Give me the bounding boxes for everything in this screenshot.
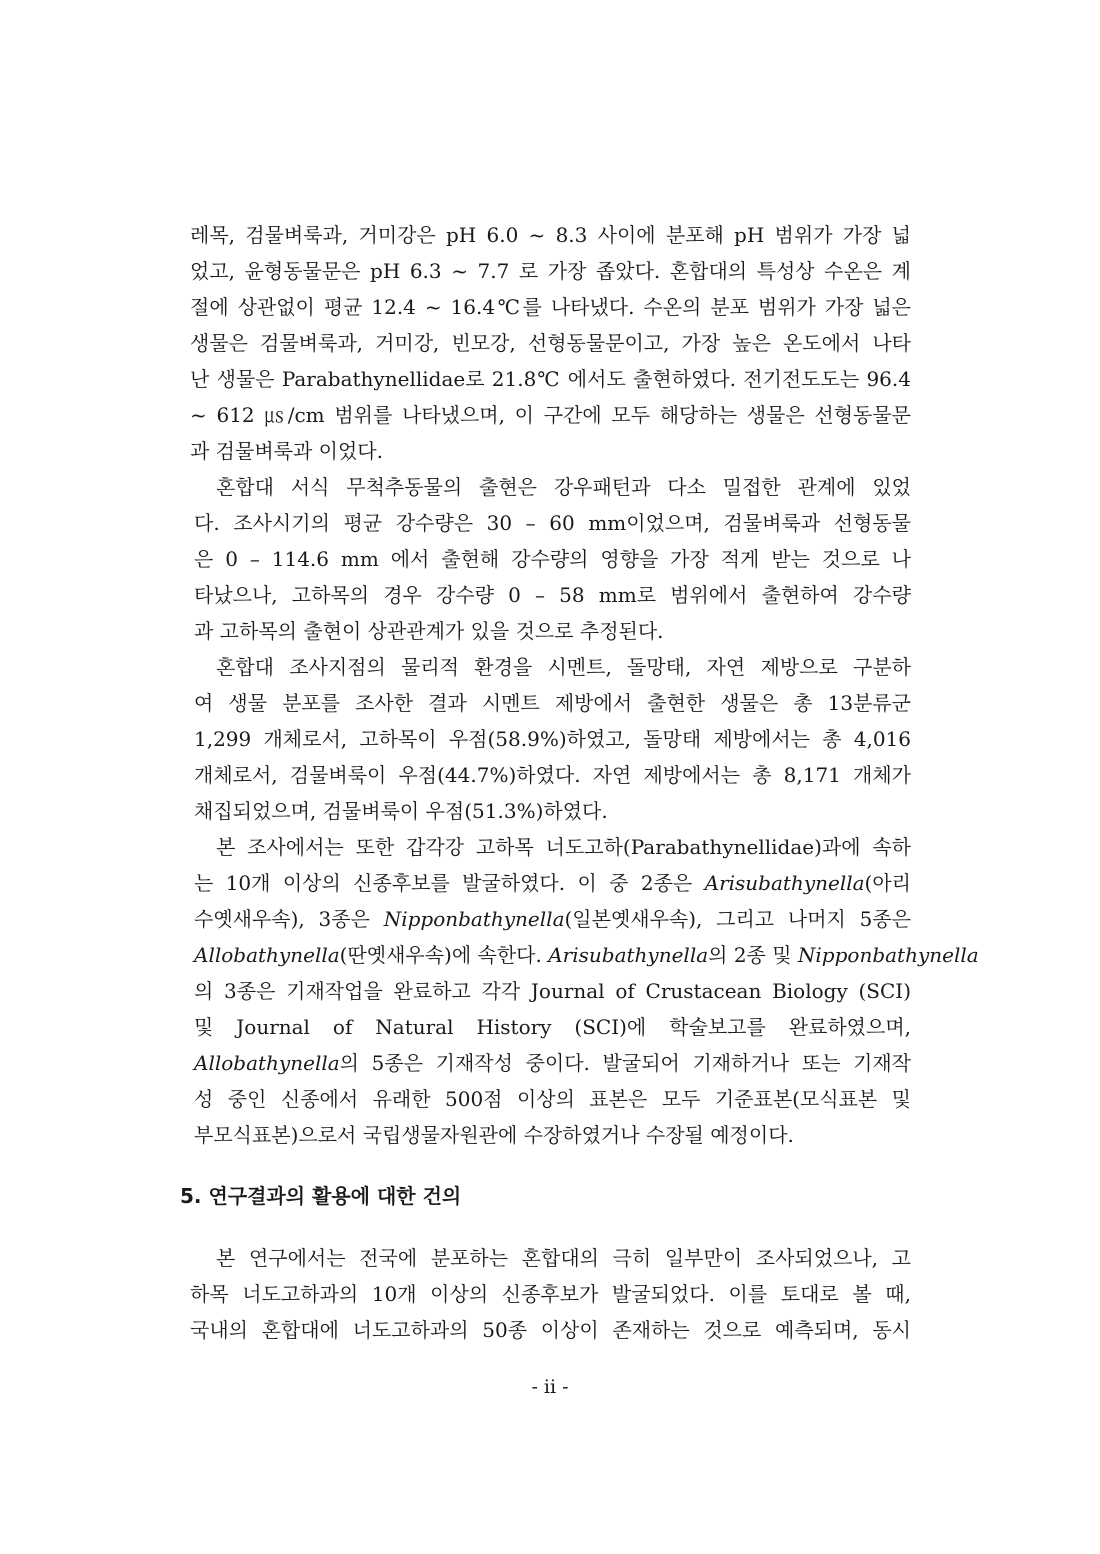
text-run: 의 5종은 기재작성 중이다. 발굴되어 기재하거나 또는 기재작 [339, 1051, 911, 1075]
text-line: 1,299 개체로서, 고하목이 우점(58.9%)하였고, 돌망태 제방에서는 총 4,016 [194, 727, 911, 751]
section-heading: 5. 연구결과의 활용에 대한 건의 [180, 1184, 462, 1208]
text-line: 본 조사에서는 또한 갑각강 고하목 너도고하(Parabathynellidae)과에 속하 [216, 835, 911, 859]
text-line: 타났으나, 고하목의 경우 강수량 0 – 58 mm로 범위에서 출현하여 강수량 [194, 583, 911, 607]
genus-name: Arisubathynella [548, 943, 709, 967]
text-line: 생물은 검물벼룩과, 거미강, 빈모강, 선형동물문이고, 가장 높은 온도에서 나타 [190, 331, 911, 355]
text-run: 는 10개 이상의 신종후보를 발굴하였다. 이 중 2종은 [194, 871, 705, 895]
genus-name: Allobathynella [194, 943, 340, 967]
text-line: 여 생물 분포를 조사한 결과 시멘트 제방에서 출현한 생물은 총 13분류군 [194, 691, 911, 715]
text-line: 은 0 – 114.6 mm 에서 출현해 강수량의 영향을 가장 적게 받는 것으로 나 [194, 547, 911, 571]
text-line: ~ 612 ㎲/cm 범위를 나타냈으며, 이 구간에 모두 해당하는 생물은 선형동물문 [190, 403, 911, 427]
text-line: 부모식표본)으로서 국립생물자원관에 수장하였거나 수장될 예정이다. [194, 1123, 794, 1147]
genus-name: Nipponbathynella [383, 907, 565, 931]
text-line: 었고, 윤형동물문은 pH 6.3 ~ 7.7 로 가장 좁았다. 혼합대의 특성상 수온은 계 [190, 259, 911, 283]
text-run: (일본옛새우속), 그리고 나머지 5종은 [564, 907, 911, 931]
text-line [194, 865, 911, 901]
text-line: 의 3종은 기재작업을 완료하고 각각 Journal of Crustacean Biology (SCI) [194, 979, 911, 1003]
text-line: 과 고하목의 출현이 상관관계가 있을 것으로 추정된다. [194, 619, 664, 643]
text-line: 절에 상관없이 평균 12.4 ~ 16.4℃를 나타냈다. 수온의 분포 범위가 가장 넓은 [190, 295, 911, 319]
text-run: 의 2종 및 [708, 943, 798, 967]
text-line: 혼합대 서식 무척추동물의 출현은 강우패턴과 다소 밀접한 관계에 있었 [216, 475, 911, 499]
text-line: 및 Journal of Natural History (SCI)에 학술보고를 완료하였으며, [194, 1015, 911, 1039]
genus-name: Arisubathynella [704, 871, 865, 895]
text-line [194, 937, 979, 973]
text-line [194, 1045, 911, 1081]
genus-name: Allobathynella [194, 1051, 340, 1075]
genus-name: Nipponbathynella [797, 943, 979, 967]
text-line: 국내의 혼합대에 너도고하과의 50종 이상이 존재하는 것으로 예측되며, 동시 [190, 1318, 911, 1342]
text-run: (아리 [864, 871, 911, 895]
text-line: 다. 조사시기의 평균 강수량은 30 – 60 mm이었으며, 검물벼룩과 선형동물 [194, 511, 911, 535]
text-line: 성 중인 신종에서 유래한 500점 이상의 표본은 모두 기준표본(모식표본 및 [194, 1087, 911, 1111]
text-line: 개체로서, 검물벼룩이 우점(44.7%)하였다. 자연 제방에서는 총 8,171 개체가 [194, 763, 911, 787]
text-line: 채집되었으며, 검물벼룩이 우점(51.3%)하였다. [194, 799, 608, 823]
text-run: (딴옛새우속)에 속한다. [339, 943, 549, 967]
page-number: - ii - [531, 1376, 569, 1398]
text-line: 혼합대 조사지점의 물리적 환경을 시멘트, 돌망태, 자연 제방으로 구분하 [216, 655, 911, 679]
text-line: 본 연구에서는 전국에 분포하는 혼합대의 극히 일부만이 조사되었으나, 고 [216, 1246, 911, 1270]
text-line: 난 생물은 Parabathynellidae로 21.8℃ 에서도 출현하였다. 전기전도도는 96.4 [190, 367, 911, 391]
text-line: 과 검물벼룩과 이었다. [190, 439, 383, 463]
text-run: 수옛새우속), 3종은 [194, 907, 384, 931]
text-line: 레목, 검물벼룩과, 거미강은 pH 6.0 ~ 8.3 사이에 분포해 pH 범위가 가장 넓 [190, 223, 911, 247]
text-line: 하목 너도고하과의 10개 이상의 신종후보가 발굴되었다. 이를 토대로 볼 때, [190, 1282, 911, 1306]
text-line [194, 901, 911, 937]
